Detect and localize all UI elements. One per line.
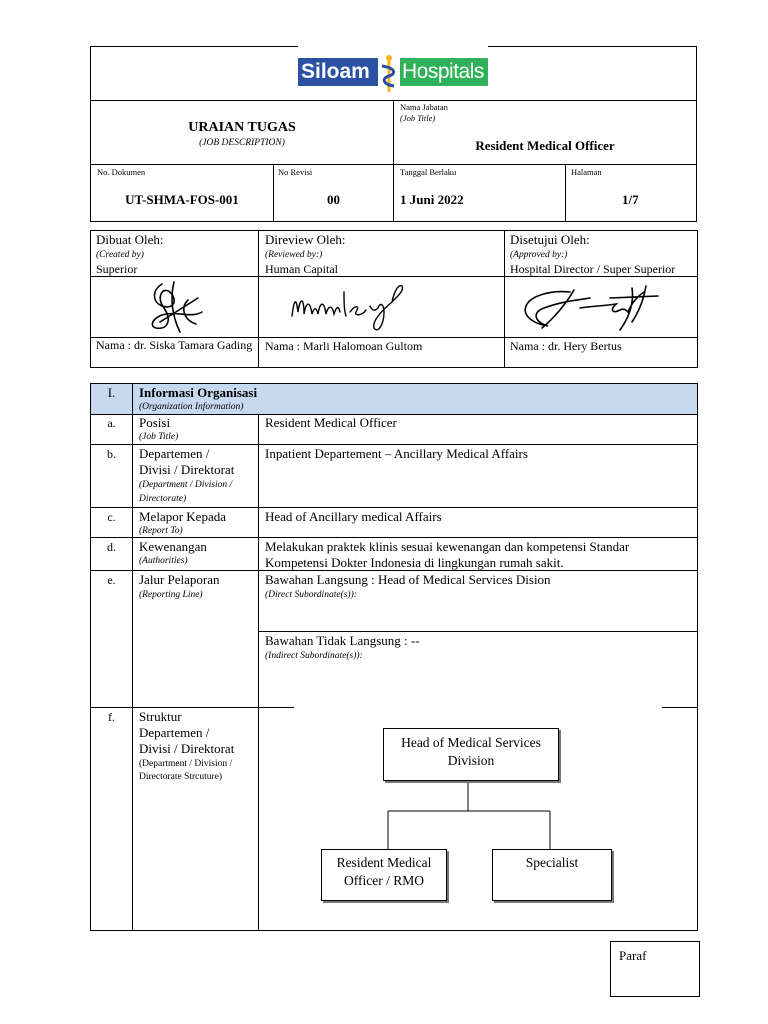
row-e-direct-en: (Direct Subordinate(s)):: [265, 590, 357, 600]
row-f-label1: Struktur: [139, 709, 182, 724]
no-dokumen-label: No. Dokumen: [97, 167, 146, 177]
row-e-indirect: Bawahan Tidak Langsung : --: [265, 633, 420, 648]
job-title-value: Resident Medical Officer: [475, 138, 615, 153]
org-box-specialist-label: Specialist: [525, 855, 579, 870]
org-box-rmo-line2: Officer / RMO: [344, 873, 424, 888]
row-e-letter: e.: [107, 573, 116, 587]
row-b-letter: b.: [107, 447, 116, 461]
row-f-label-en1: (Department / Division /: [139, 759, 233, 769]
row-f-label3: Divisi / Direktorat: [139, 741, 235, 756]
org-box-rmo-line1: Resident Medical: [336, 855, 432, 870]
org-box-head-line2: Division: [447, 753, 495, 768]
logo-word-hospitals: Hospitals: [402, 60, 484, 83]
row-e-indirect-en: (Indirect Subordinate(s)):: [265, 651, 363, 661]
signature-approved: [520, 282, 660, 334]
paraf-label: Paraf: [619, 948, 647, 963]
section1-number: I.: [107, 385, 116, 400]
row-e-label-en: (Reporting Line): [139, 590, 203, 600]
row-d-value-line1: Melakukan praktek klinis sesuai kewenangan dan kompetensi Standar: [265, 539, 630, 554]
tanggal-label: Tanggal Berlaku: [400, 167, 457, 177]
org-box-head: [383, 728, 559, 781]
row-c-letter: c.: [107, 510, 116, 524]
halaman-value: 1/7: [622, 192, 639, 207]
doc-subtitle: (JOB DESCRIPTION): [199, 138, 285, 148]
reviewed-label-en: (Reviewed by:): [265, 250, 323, 260]
row-c-label: Melapor Kepada: [139, 509, 226, 524]
approved-name: Nama : dr. Hery Bertus: [510, 339, 622, 353]
no-dokumen-value: UT-SHMA-FOS-001: [125, 192, 239, 207]
row-b-label1: Departemen /: [139, 446, 210, 461]
org-box-rmo: [321, 849, 447, 901]
row-a-label: Posisi: [139, 415, 171, 430]
created-role: Superior: [96, 262, 138, 276]
signature-reviewed: [288, 282, 418, 336]
row-f-label-en2: Directorate Strcuture): [139, 772, 223, 782]
row-d-letter: d.: [107, 540, 116, 554]
logo-word-siloam: Siloam: [301, 60, 370, 83]
caduceus-icon: [378, 54, 400, 94]
reviewed-label: Direview Oleh:: [265, 232, 346, 247]
reviewed-role: Human Capital: [265, 262, 338, 276]
row-a-letter: a.: [107, 416, 116, 430]
siloam-logo: [298, 54, 488, 94]
row-f-label2: Departemen /: [139, 725, 210, 740]
org-chart-connectors: [380, 780, 560, 852]
doc-title: URAIAN TUGAS: [188, 120, 296, 135]
no-revisi-value: 00: [327, 192, 340, 207]
job-title-label-en: (Job Title): [400, 113, 436, 123]
created-label: Dibuat Oleh:: [96, 232, 164, 247]
created-name: Nama : dr. Siska Tamara Gading: [96, 338, 253, 352]
row-b-value: Inpatient Departement – Ancillary Medical Affairs: [265, 446, 528, 461]
row-b-label-en2: Directorate): [139, 494, 187, 504]
row-b-label-en1: (Department / Division /: [139, 480, 233, 490]
tanggal-value: 1 Juni 2022: [400, 192, 464, 207]
row-d-label-en: (Authorities): [139, 556, 188, 566]
signature-created: [140, 278, 220, 336]
reviewed-name: Nama : Marli Halomoan Gultom: [265, 339, 423, 353]
halaman-label: Halaman: [571, 167, 602, 177]
row-c-value: Head of Ancillary medical Affairs: [265, 509, 442, 524]
row-f-letter: f.: [108, 710, 115, 724]
row-d-label: Kewenangan: [139, 539, 207, 554]
row-d-value-line2: Kompetensi Dokter Indonesia di lingkungan rumah sakit.: [265, 555, 564, 570]
section1-title-en: (Organization Information): [139, 402, 244, 412]
approved-label-en: (Approved by:): [510, 250, 568, 260]
org-box-specialist: [492, 849, 612, 901]
approved-role: Hospital Director / Super Superior: [510, 262, 676, 276]
job-title-label: Nama Jabatan: [400, 102, 448, 112]
created-label-en: (Created by): [96, 250, 144, 260]
no-revisi-label: No Revisi: [278, 167, 313, 177]
row-c-label-en: (Report To): [139, 526, 183, 536]
row-e-direct: Bawahan Langsung : Head of Medical Services Dision: [265, 572, 551, 587]
org-box-head-line1: Head of Medical Services: [401, 735, 541, 750]
row-a-label-en: (Job Title): [139, 432, 179, 442]
row-e-label: Jalur Pelaporan: [139, 572, 220, 587]
row-a-value: Resident Medical Officer: [265, 415, 397, 430]
approved-label: Disetujui Oleh:: [510, 232, 590, 247]
row-b-label2: Divisi / Direktorat: [139, 462, 235, 477]
section1-title: Informasi Organisasi: [139, 385, 258, 400]
